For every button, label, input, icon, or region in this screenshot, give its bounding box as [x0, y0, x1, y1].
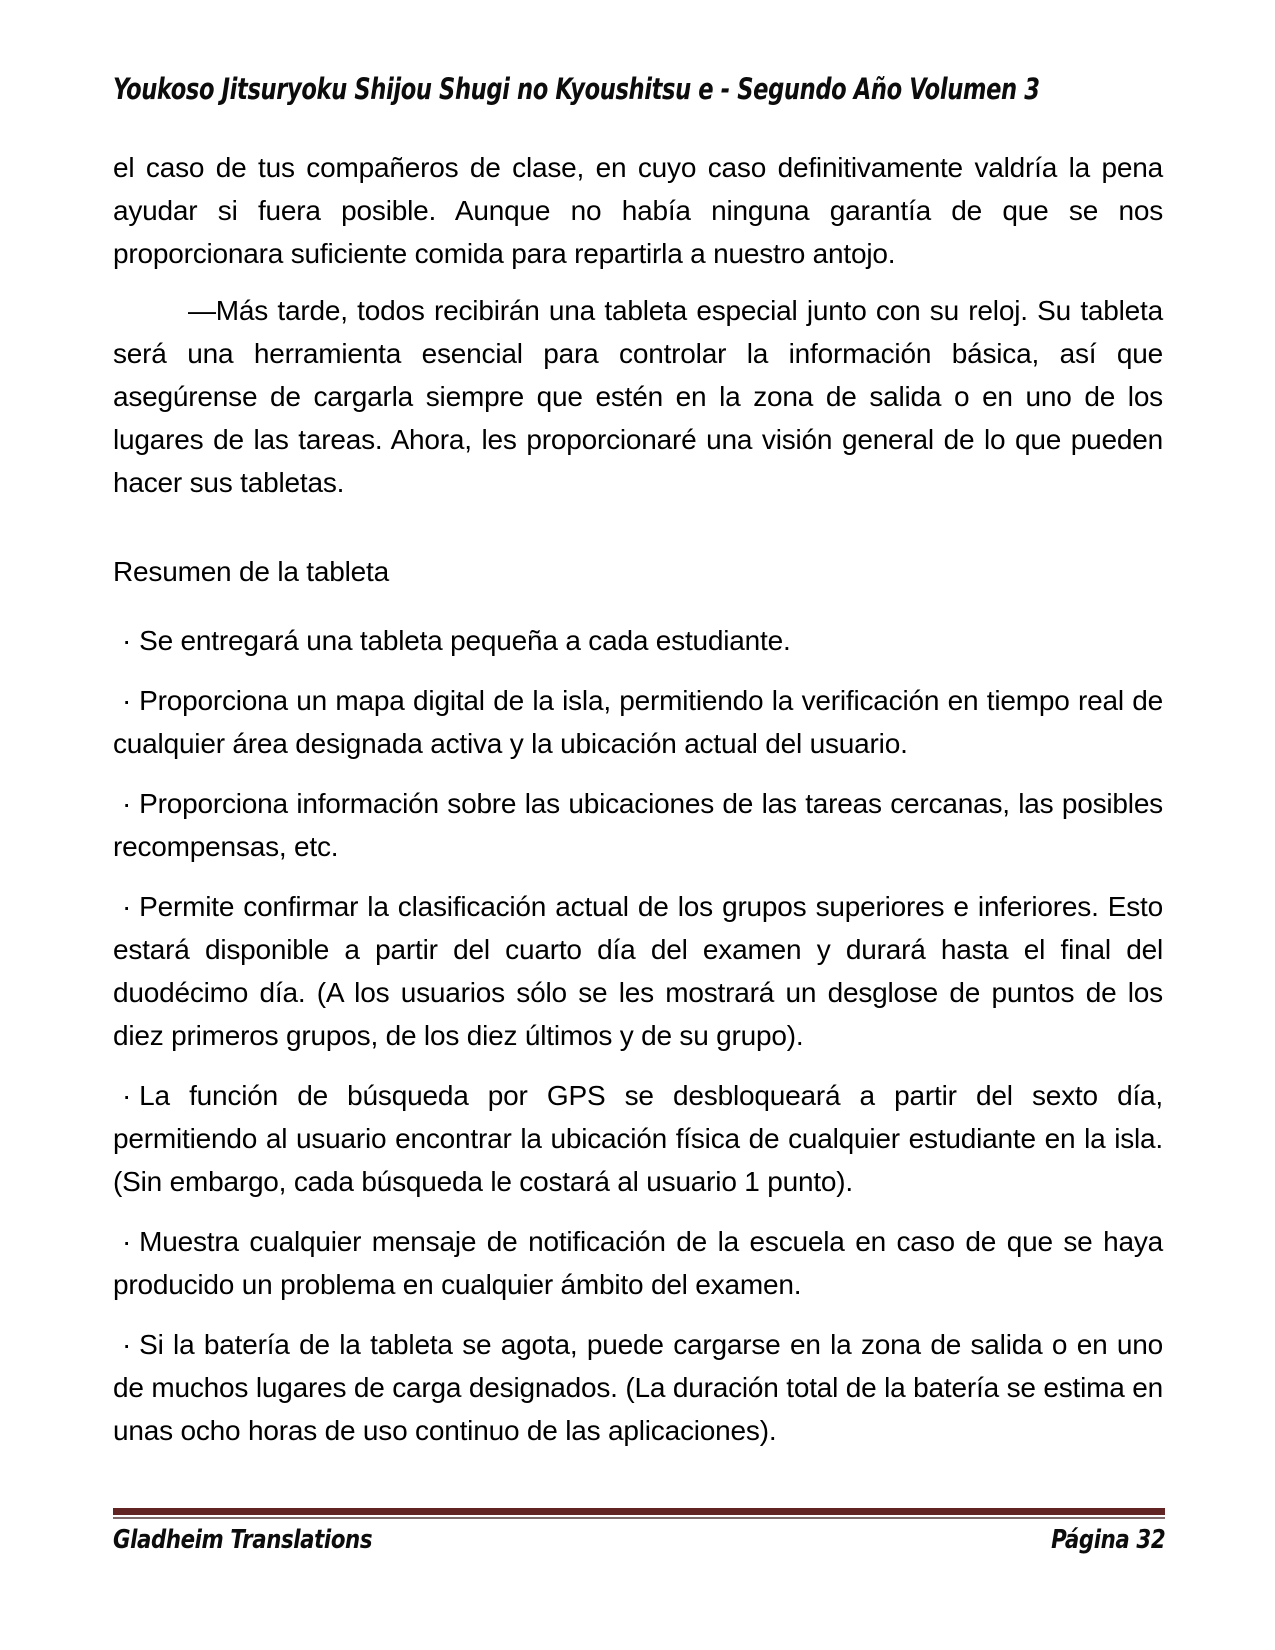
footer-divider-bar — [113, 1508, 1165, 1515]
section-heading: Resumen de la tableta — [113, 556, 389, 587]
bullet-text: Permite confirmar la clasificación actual de los grupos superiores e inferiores. Esto estará disponible a partir del cuarto día del examen y durará hasta el final del duodécimo día. (A los usuarios sólo se les mostrará un desglose de puntos de los diez primeros grupos, de los diez últimos y de su grupo). — [113, 891, 1163, 1051]
bullet-text: Proporciona un mapa digital de la isla, permitiendo la verificación en tiempo real de cualquier área designada activa y la ubicación actual del usuario. — [113, 685, 1163, 759]
bullet-marker-icon: · — [122, 1080, 132, 1111]
bullet-marker-icon: · — [122, 891, 132, 922]
bullet-item-gps-search — [113, 1074, 1163, 1203]
bullet-text: La función de búsqueda por GPS se desbloqueará a partir del sexto día, permitiendo al usuario encontrar la ubicación física de cualquier estudiante en la isla. (Sin embargo, cada búsqueda le costará al usuario 1 punto). — [113, 1080, 1163, 1197]
page-header — [0, 0, 1275, 106]
bullet-text: Muestra cualquier mensaje de notificación de la escuela en caso de que se haya producido un problema en cualquier ámbito del examen. — [113, 1226, 1163, 1300]
bullet-item-task-info — [113, 782, 1163, 868]
bullet-text: Si la batería de la tableta se agota, puede cargarse en la zona de salida o en uno de muchos lugares de carga designados. (La duración total de la batería se estima en unas ocho horas de uso continuo de las aplicaciones). — [113, 1329, 1163, 1446]
bullet-marker-icon: · — [122, 1329, 132, 1360]
paragraph-dialogue: —Más tarde, todos recibirán una tableta especial junto con su reloj. Su tableta será una herramienta esencial para controlar la información básica, así que asegúrense de cargarla siempre que estén en la zona de salida o en uno de los lugares de las tareas. Ahora, les proporcionaré una visión general de lo que pueden hacer sus tabletas. — [113, 295, 1163, 498]
footer-translator-credit: Gladheim Translations — [113, 1525, 373, 1555]
bullet-item-digital-map — [113, 679, 1163, 765]
bullet-marker-icon: · — [122, 788, 132, 819]
bullet-marker-icon: · — [122, 685, 132, 716]
footer-page-number: Página 32 — [1050, 1525, 1165, 1555]
page-footer — [113, 1508, 1165, 1555]
paragraph-intro: el caso de tus compañeros de clase, en cuyo caso definitivamente valdría la pena ayudar si fuera posible. Aunque no había ninguna garantía de que se nos proporcionara suficiente comida para repartirla a nuestro antojo. — [113, 152, 1163, 269]
bullet-item-tablet-given — [113, 619, 1163, 662]
bullet-item-rankings — [113, 885, 1163, 1057]
header-title: Youkoso Jitsuryoku Shijou Shugi no Kyoushitsu e - Segundo Año Volumen 3 — [113, 72, 1040, 106]
bullet-marker-icon: · — [122, 1226, 132, 1257]
bullet-text: Se entregará una tableta pequeña a cada estudiante. — [139, 625, 791, 656]
bullet-marker-icon: · — [122, 625, 132, 656]
footer-divider-thin-line — [113, 1517, 1165, 1519]
bullet-item-battery — [113, 1323, 1163, 1452]
bullet-item-notifications — [113, 1220, 1163, 1306]
bullet-text: Proporciona información sobre las ubicaciones de las tareas cercanas, las posibles recompensas, etc. — [113, 788, 1163, 862]
document-body — [0, 146, 1275, 1452]
footer-text-row — [113, 1525, 1165, 1555]
